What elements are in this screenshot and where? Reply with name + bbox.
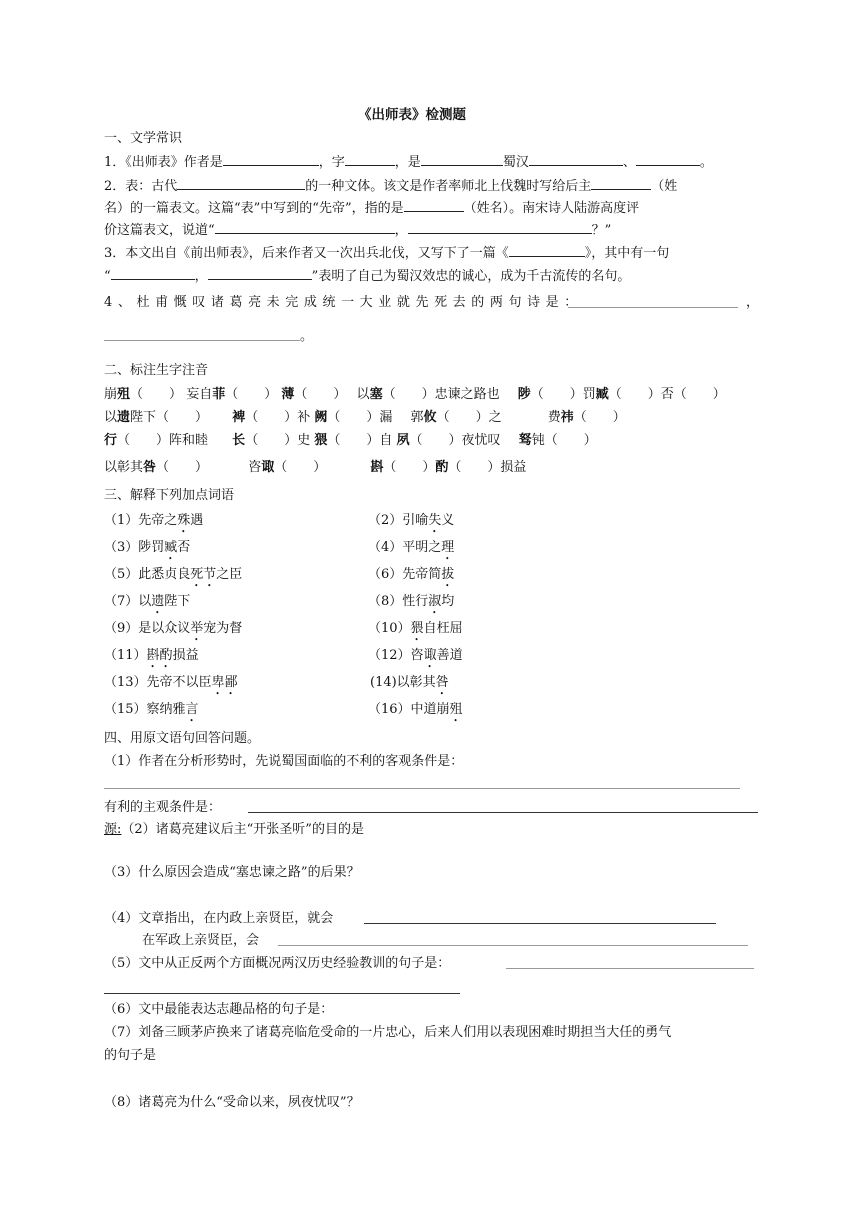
question-4-1b: 有利的主观条件是：: [104, 800, 222, 815]
q3-text-a: 3．本文出自《前出师表》，后来作者又一次出兵北伐，又写下了一篇《: [104, 246, 509, 261]
question-4-4b: 在军政上亲贤臣，会: [142, 933, 260, 948]
blank-late-emperor[interactable]: [404, 198, 464, 212]
q4-comma: ，: [746, 295, 760, 310]
source-marker: 源:: [104, 822, 122, 837]
question-1: [104, 152, 713, 172]
pinyin-item[interactable]: 以遗陛下（ ）: [104, 410, 209, 425]
q3-text-b: 》，其中有一句: [584, 246, 670, 261]
q4-period: 。: [300, 329, 314, 344]
question-4-line-1: [104, 294, 583, 312]
blank-du-fu-2[interactable]: [104, 340, 300, 341]
blank-dynasty[interactable]: [421, 152, 503, 166]
q1-text-f: 。: [699, 155, 713, 170]
blank-famous-line-1[interactable]: [111, 266, 195, 280]
q2-text-g: ，: [394, 223, 408, 238]
q1-text-c: ，是: [394, 155, 421, 170]
answer-line-q4a[interactable]: [364, 923, 716, 924]
q4-text-a: 4、杜甫慨叹诸葛亮未完成统一大业就先死去的两句诗是：: [104, 295, 583, 310]
pinyin-item[interactable]: 以塞（ ）忠谏之路也: [356, 387, 500, 402]
pinyin-row-1: [104, 386, 726, 404]
term-item-16: （16）中道崩殂: [368, 702, 463, 717]
question-4-6: （6）文中最能表达志趣品格的句子是：: [104, 1002, 334, 1017]
term-item-9: （9）是以众议举宠为督: [104, 621, 243, 636]
q1-text-a: 1．《出师表》作者是: [104, 155, 223, 170]
pinyin-item[interactable]: 猥（ ）自: [314, 433, 393, 448]
question-2-line-2: [104, 198, 639, 218]
blank-lu-you-1[interactable]: [215, 220, 395, 234]
pinyin-row-3: [104, 432, 597, 450]
pinyin-item[interactable]: 郭攸（ ）之: [410, 410, 502, 425]
pinyin-item[interactable]: 驽钝（ ）: [518, 433, 597, 448]
blank-courtesy-name[interactable]: [345, 152, 395, 166]
question-4-3: （3）什么原因会造成“塞忠谏之路”的后果？: [104, 865, 360, 880]
pinyin-item[interactable]: 崩殂（ ）: [104, 387, 183, 402]
question-4-5: （5）文中从正反两个方面概况两汉历史经验教训的句子是：: [104, 956, 451, 971]
pinyin-item[interactable]: 酌（ ）损益: [435, 460, 527, 475]
section-3-heading: 三、解释下列加点词语: [104, 488, 235, 503]
term-item-3: （3）陟罚臧否: [104, 540, 191, 555]
answer-line-q5b[interactable]: [104, 993, 460, 994]
term-item-8: （8）性行淑均: [368, 594, 455, 609]
section-2-heading: 二、标注生字注音: [104, 363, 209, 378]
question-4-7b: 的句子是: [104, 1048, 157, 1063]
section-1-heading: 一、文学常识: [104, 131, 183, 146]
q2-text-a: 2．表：古代: [104, 179, 178, 194]
pinyin-item[interactable]: 以彰其咎（ ）: [104, 460, 209, 475]
q2-text-f: 价这篇表文，说道“: [104, 223, 215, 238]
term-item-13: （13）先帝不以臣卑鄙: [104, 675, 238, 690]
answer-line-q4b[interactable]: [278, 945, 748, 946]
term-item-7: （7）以遗陛下: [104, 594, 191, 609]
pinyin-item[interactable]: 咨诹（ ）: [248, 460, 327, 475]
question-4-7a: （7）刘备三顾茅庐换来了诸葛亮临危受命的一片忠心，后来人们用以表现困难时期担当大任的勇气: [104, 1025, 672, 1040]
question-4-4a: （4）文章指出，在内政上亲贤臣，就会: [104, 911, 334, 926]
pinyin-item[interactable]: 长（ ）史: [232, 433, 311, 448]
term-item-4: （4）平明之理: [368, 540, 455, 555]
question-3-line-1: [104, 243, 669, 263]
blank-famous-line-2[interactable]: [208, 266, 312, 280]
answer-line-q1[interactable]: [104, 788, 740, 789]
term-item-12: （12）咨诹善道: [368, 648, 463, 663]
question-3-line-2: [104, 266, 630, 286]
q1-text-e: 、: [622, 155, 636, 170]
question-2-line-1: [104, 176, 677, 196]
pinyin-item[interactable]: 臧（ ）否（ ）: [595, 387, 726, 402]
term-item-2: （2）引喻失义: [368, 513, 455, 528]
blank-later-memorial[interactable]: [509, 243, 585, 257]
blank-role[interactable]: [529, 152, 623, 166]
term-item-1: （1）先帝之殊遇: [104, 513, 204, 528]
term-item-11: （11）斟酌损益: [104, 648, 199, 663]
q3-text-c: “: [104, 269, 111, 284]
pinyin-item[interactable]: 斟（ ）: [370, 460, 436, 475]
q1-text-b: ，字: [318, 155, 345, 170]
blank-ancient[interactable]: [177, 176, 305, 190]
blank-du-fu-1[interactable]: [568, 307, 738, 308]
term-item-5: （5）此悉贞良死节之臣: [104, 567, 243, 582]
question-4-1: （1）作者在分析形势时，先说蜀国面临的不利的客观条件是：: [104, 754, 464, 769]
q4-2-text: （2）诸葛亮建议后主“开张圣听”的目的是: [121, 822, 364, 837]
term-item-15: （15）察纳雅言: [104, 702, 199, 717]
q3-text-d: ，: [194, 269, 208, 284]
pinyin-item[interactable]: 陟（ ）罚: [517, 387, 596, 402]
pinyin-item[interactable]: 薄（ ）: [281, 387, 347, 402]
pinyin-row-4: [104, 459, 526, 477]
q1-text-d: 蜀汉: [502, 155, 529, 170]
term-item-6: （6）先帝简拔: [368, 567, 455, 582]
q3-text-e: ”表明了自己为蜀汉效忠的诚心，成为千古流传的名句。: [311, 269, 631, 284]
blank-author[interactable]: [223, 152, 319, 166]
pinyin-item[interactable]: 妄自菲（ ）: [186, 387, 278, 402]
term-item-14: (14)以彰其咎: [370, 675, 449, 690]
blank-lu-you-2[interactable]: [408, 220, 592, 234]
q2-text-c: （姓: [651, 179, 678, 194]
section-4-heading: 四、用原文语句回答问题。: [104, 731, 261, 746]
question-2-line-3: [104, 220, 611, 240]
blank-later-lord[interactable]: [591, 176, 651, 190]
q2-text-h: ？”: [591, 223, 612, 238]
pinyin-item[interactable]: 阙（ ）漏: [314, 410, 393, 425]
pinyin-item[interactable]: 行（ ）阵和睦: [104, 433, 209, 448]
pinyin-row-2: [104, 409, 626, 427]
answer-line-q5a[interactable]: [506, 968, 754, 969]
q2-text-d: 名）的一篇表文。这篇“表”中写到的“先帝”，指的是: [104, 201, 404, 216]
pinyin-item[interactable]: 夙（ ）夜忧叹: [396, 433, 501, 448]
question-4-8: （8）诸葛亮为什么“受命以来，夙夜忧叹”？: [104, 1095, 360, 1110]
page-title: 《出师表》检测题: [358, 107, 466, 123]
term-item-10: （10）猥自枉屈: [368, 621, 463, 636]
q2-text-b: 的一种文体。该文是作者率师北上伐魏时写给后主: [305, 179, 592, 194]
answer-line-q1b[interactable]: [248, 812, 758, 813]
pinyin-item[interactable]: 裨（ ）补: [232, 410, 311, 425]
question-4-2: [104, 821, 364, 839]
q2-text-e: （姓名）。南宋诗人陆游高度评: [463, 201, 640, 216]
blank-title[interactable]: [636, 152, 700, 166]
pinyin-item[interactable]: 费祎（ ）: [547, 410, 626, 425]
